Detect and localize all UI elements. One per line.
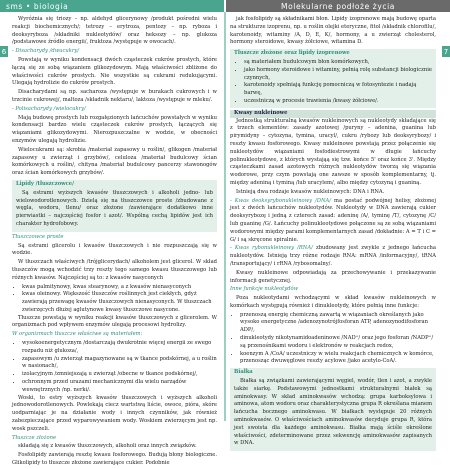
paragraph: Powstają w wyniku kondensacji dwóch cząsteczek cukrów prostych, które łączą się ze sobą wiązaniem glikozydowym. Mają właściwości zbliżone do właściwości cukrów prostych. Nie wszystkie są cukrami redukującymi. Ulegają hydrolizie do cukrów prostych. <box>12 56 217 87</box>
box-title: Lipidy /tłuszczowce/ <box>16 180 74 187</box>
paragraph: Są estrami glicerolu i kwasów tłuszczowych i nie rozpuszczają się w wodzie. <box>12 242 217 257</box>
paragraph: Tłuszcze powstają w wyniku reakcji kwasów tłuszczowych z glicerolem. W organizmach pod wpływem enzymów ulegają procesowi hydrolizy. <box>12 314 217 329</box>
box-text: Są estrami wyższych kwasów tłuszczowych i alkoholi jedno- lub wielowodorotlenowych. Dzielą się na tłuszczowce proste /zbudowane z węgla, wodoru, tlenu/ oraz złożone /zawierające dodatkowo inne pierwiastki – najczęściej fosfor i azot/. Wspólną cechą lipidów jest ich charakter hydrofobowy. <box>16 189 213 227</box>
paragraph: Disacharydami są np. sacharoza /występuje w burakach cukrowych i w trzcinie cukrowej/, maltoza /składnik nektaru/, laktoza /występuje w mleku/. <box>12 89 217 103</box>
paragraph: Wyróżnia się triozy – np. aldehyd glicerynowy /produkt pośredni wielu reakcji biochemicznych/; tetrozy – erytroza, pentozy – np. ryboza i deoksyryboza /składniki nukleotydów/ oraz heksozy – np. glukoza /podstawowe źródło energii/, fruktoza /występuje w owocach/. <box>12 16 217 46</box>
bullet-list <box>230 312 436 367</box>
paragraph: Wielocukrami są: skrobia /materiał zapasowy u roślin/, glikogen /materiał zapasowy u zwierząt i grzybów/, celuloza /materiał budulcowy ścian komórkowych u roślin/, chityna /materiał budulcowy pancerzy stawonogów oraz ścian komórkowych grzybów/. <box>12 146 217 177</box>
list-item: • są materiałem budulcowym błon komórkowych, <box>244 59 432 67</box>
lipids-box <box>12 180 217 232</box>
subheading-dna: - Kwas deoksyrybonukleinowy /DNA/ <box>230 197 331 204</box>
paragraph: zbudowany jest zwykle z jednego łańcucha nukleotydów. Istnieją trzy różne rodzaje RNA: mRNA /informacyjny/, tRNA /transportujący/ i rRNA /rybosomalny/. <box>230 245 436 267</box>
paragraph: Istnieją dwa rodzaje kwasów nukleinowych: DNA i RNA. <box>236 188 385 195</box>
subheading-simple-lipids: Tłuszczowce proste <box>12 233 64 240</box>
subheading-polysaccharides: - Polisacharydy /wielocukry/ <box>12 105 86 112</box>
right-page-number: 7 <box>443 47 449 56</box>
left-running-header: sms • biologia <box>0 0 224 12</box>
paragraph: W tłuszczach właściwych /trójglicerydach/ alkoholem jest glicerol. W skład tłuszczów mogą wchodzić trzy reszty tego samego kwasu tłuszczowego lub różnych kwasów. Najczęściej są to: z kwasów nasyconych <box>12 259 217 281</box>
bullet-list <box>12 284 217 315</box>
left-page-column <box>12 16 217 469</box>
paragraph: składają się z kwasów tłuszczowych, alkoholi oraz innych związków. <box>18 443 197 450</box>
subheading-fat-functions: W organizmach tłuszcze właściwe są materiałem: <box>12 331 143 338</box>
box-title: Tłuszcze złożone oraz lipidy izoprenowe <box>234 50 350 57</box>
list-item: • uczestniczą w procesie trawienia /kwasy żółciowe/. <box>244 98 432 106</box>
section-heading-nucleic-acids: Kwasy nukleinowe <box>230 110 436 118</box>
proteins-box <box>230 368 436 451</box>
list-item: • przenoszą energię chemiczną zawartą w wiązaniach określanych jako wysoko energetyczne /adenozynotrójfosforan ATP, adenozynodifosforan ADP/, <box>240 312 436 335</box>
list-item: • karotenoidy spełniają funkcję pomocniczą w fotosyntezie i nadają barwę, <box>244 82 432 98</box>
list-item: • koenzym A /CoA/ uczestniczy w wielu reakcjach chemicznych w komórce, przenosząc dwuwęglowe reszty acylowe /jako acetylo-CoA/. <box>240 351 436 367</box>
paragraph: Poza nukleotydami wchodzącymi w skład kwasów nukleinowych w komórkach występują również i dinukleotydy, które pełnią inne funkcje: <box>230 295 436 309</box>
paragraph: Woski, to estry wyższych kwasów tłuszczowych i wyższych alkoholi jednowodorotlenowych. Powlekają ciecz wartstwą liście, owoce, pióra, skóre uodparniając je na działanie wody i innych czynników, jak również zabezpieczające przed wyparowywaniem wody. Woskiem zwierzęcym jest np. wosk pszczeli. <box>12 394 217 432</box>
gutter <box>224 12 226 421</box>
list-item: • ochronnym przed urazami mechanicznymi dla wielu narządów wewnętrznych /np. nerki/. <box>22 379 217 395</box>
list-item: • jako hormony steroidowe i witaminy, pełnią rolę substancji biologicznie czynnych, <box>244 67 432 83</box>
list-item: • dinukleotydy nikotynamidoadeninowe /NAD⁺/ oraz jego fosforan /NADP⁺/ są przenośnikami wodoru i elektronów w reakcjach redox, <box>240 335 436 351</box>
isoprenoid-box <box>230 49 436 108</box>
right-page-column <box>230 16 436 453</box>
paragraph: Fosfolipidy zawierają resztę kwasu fosforowego. Budują błony biologiczne. Glikolipidy to tłuszcze złożone zawierające cukier. Podobnie <box>12 452 217 467</box>
paragraph: ma postać podwójnej helisy, złożonej jest z dwóch łańcuchów nukleotydów. Nukleotydy w DNA zawierają cukier deoksyrybozę i jedną z czterech zasad: adeninę /A/, tyminę /T/, cytozynę /C/ lub guaninę /G/. Łańcuchy polinukleotydowe połączone są ze sobą wiązaniami wodorowymi między parami komplementarnych zasad /dokładnie: A = T i C = G/ i są skręcone spiralnie. <box>230 197 436 243</box>
subheading-rna: - Kwas rybonukleinowy /RNA/ <box>230 245 313 252</box>
bullet-list <box>234 59 432 106</box>
list-item: • izolacyjnym /zmniejszają u zwierząt /obecne w tkance podskórnej/, <box>22 371 217 379</box>
left-page-number: 6 <box>1 47 7 56</box>
subheading-complex-lipids: Tłuszcze złożone <box>12 434 57 441</box>
paragraph: jak fosfolipidy są składnikami błon. Lipidy izoprenowe mają budowę oparta na strukturze izoprenu, np. u roślin olejki eteryczne, fitol /składnik chlorofilu/, karotenoidy, witaminy /A, D, E, K/, hormony, a u zwierząt cholesterol, hormony steroidowe, kwasy żółciowe, witamina D. <box>230 16 436 46</box>
subheading-other-nucleotide-functions: Inne funkcje nukleotydów <box>230 286 299 293</box>
list-item: • zapasowym /u zwierząt magazynowane są w tkance podskórnej, a u roślin w nasionach/, <box>22 356 217 372</box>
paragraph: Kwasy nukleinowe odpowiadają za przechowywanie i przekazywanie informacji genetycznej. <box>230 269 436 284</box>
list-item: • wysokoenergetycznym /dostarczają dwukrotnie więcej energii ze swego rozpadu niż glukoza/, <box>22 340 217 356</box>
paragraph: Jednostką strukturalną kwasów nukleinowych są nukleotydy składające się z trzech elementów: zasady azotowej /puryny – adenina, guanina lub pirymidyny – cytozyna, tymina, uracyl/, cukru /rybozy lub deoksyrybozy/ i reszty kwasu fosforowego. Kwasy nukleinowe powstają przez połączenie się nukleotydów wiązaniami fosfodiestrowymi w długie łańcuchy polinukleotydowe, z których wystająą się tzw. końce 5' oraz końce 3'. Między cząsteczkami zasad azotowych różnych nukleotydów tworzą się wiązania wodorowe, przy czym powstają one zawsze w sposób komplementarny, tj. między adeniną i tyminą /lub uracylem/, albo między cytozyną i guaniną. <box>230 117 436 186</box>
paragraph: Białka są związkami zawierającymi węgiel, wodór, tlen i azot, a zwykle także siarkę. Podstawowymi jednostkami strukturalnymi białek są aminokwasy. W skład aminokwasów wchodzą: grupa karboksylowa i aminowa, atom wodoru oraz charakterystyczna grupa R określana mianem łańcucha bocznego aminokwasu. W białkach występuje 20 różnych aminokwasów. O właściwościach aminokwasów decyduje grupa R, która jest swoista dla każdego aminokwasu. Białka mają ściśle określone właściwości, zdeterminowane przez sekwencję aminokwasów zapisanych w DNA. <box>234 378 432 447</box>
bullet-list <box>12 340 217 395</box>
paragraph: Mają budowę prostych lub rozgałęzionych łańcuchów powstałych w wyniku kondensacji bardzo wielu cząsteczek cukrów prostych, łączących się wiązaniami glikozydowymi. Nierozpuszczalne w wodzie, w obecności enzymów ulegają hydrolizie. <box>12 114 217 144</box>
list-item: • kwas palmitynowy, kwas stearynowy, a z kwasów nienasyconych <box>22 284 217 292</box>
subheading-disaccharides: - Disacharydy /dwucukry/ <box>12 48 80 55</box>
list-item: • kwas oleinowy. Większość tłuszczów roślinnych jest ciekłych, gdyż zawierają przewagę kwasów tłuszczowych nienasyconych. W tłuszczach zwierzęcych dłużej aglutynowe kwasy tłuszczowe nasycone. <box>22 291 217 314</box>
box-title: Białka <box>234 369 253 376</box>
right-running-header: Molekularne podłoże życia <box>226 0 450 12</box>
